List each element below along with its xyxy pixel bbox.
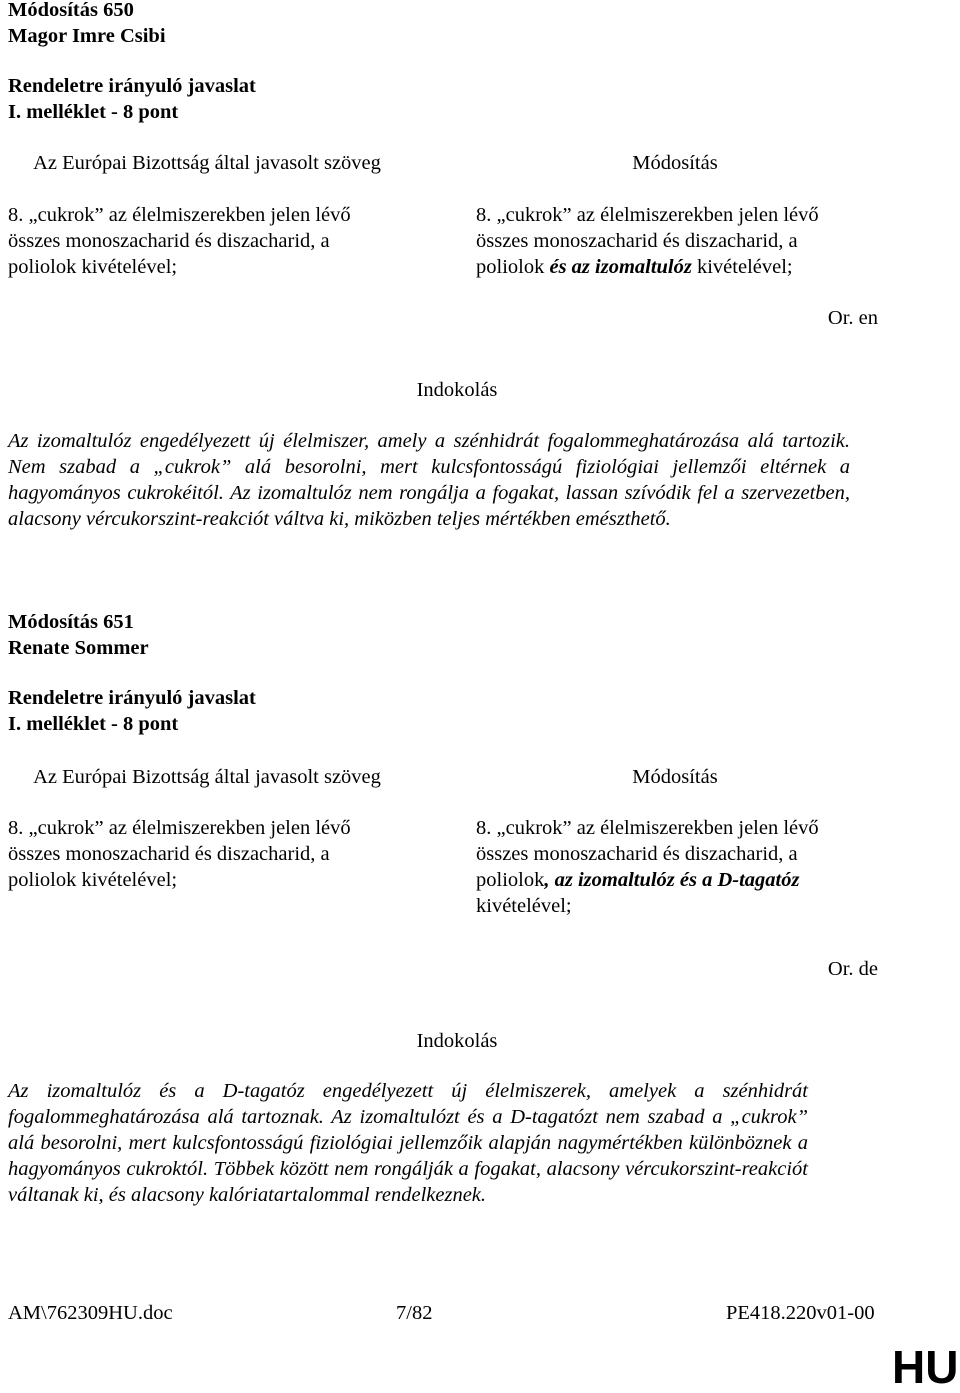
amended-text-insertion: és az izomaltulóz (549, 256, 692, 278)
amendment-number: Módosítás 651 (8, 611, 134, 633)
footer-document-reference: AM\762309HU.doc (8, 1302, 173, 1324)
amended-text-start: 8. „cukrok” az élelmiszerekben jelen lévő összes monoszacharid és diszacharid, a poliolok (476, 204, 819, 278)
commission-text-header: Az Európai Bizottság által javasolt szöveg (33, 766, 381, 788)
amendment-number: Módosítás 650 (8, 0, 134, 21)
proposal-reference: I. melléklet - 8 pont (8, 101, 179, 123)
justification-heading: Indokolás (416, 379, 498, 401)
commission-text: 8. „cukrok” az élelmiszerekben jelen lévő összes monoszacharid és diszacharid, a poliolok kivételével; (8, 204, 351, 278)
proposal-title: Rendeletre irányuló javaslat (8, 75, 256, 97)
amended-text (476, 815, 871, 919)
footer-pe-reference: PE418.220v01-00 (726, 1302, 875, 1324)
amended-text-insertion: , az izomaltulóz és a D-tagatóz (544, 869, 800, 891)
footer-language-mark: HU (892, 1341, 959, 1393)
amendment-author: Magor Imre Csibi (8, 25, 166, 47)
original-language: Or. en (827, 307, 878, 329)
justification-text: Az izomaltulóz és a D-tagatóz engedélyezett új élelmiszerek, amelyek a szénhidrát fogalommeghatározása alá tartoznak. Az izomaltulózt és a D-tagatózt nem szabad a „cukrok” alá besorolni, mert kulcsfontosságú fiziológiai jellemzőik alapján nagymértékben különböznek a hagyományos cukroktól. Többek között nem rongálják a fogakat, alacsony vércukorszint-reakciót váltanak ki, és alacsony kalóriatartalommal rendelkeznek. (8, 1080, 808, 1206)
amended-text-end: kivételével; (476, 895, 572, 917)
footer-page-number: 7/82 (396, 1302, 433, 1324)
amended-text-end: kivételével; (696, 256, 793, 278)
amendment-column-header: Módosítás (632, 766, 718, 788)
amendment-column-header: Módosítás (632, 152, 718, 174)
justification-heading: Indokolás (416, 1030, 498, 1052)
commission-text: 8. „cukrok” az élelmiszerekben jelen lévő összes monoszacharid és diszacharid, a poliolok kivételével; (8, 817, 351, 891)
justification-text: Az izomaltulóz engedélyezett új élelmiszer, amely a szénhidrát fogalommeghatározása alá tartozik. Nem szabad a „cukrok” alá besorolni, mert kulcsfontosságú fiziológiai jellemzői eltérnek a hagyományos cukrokéitól. Az izomaltulóz nem rongálja a fogakat, lassan szívódik fel a szervezetben, alacsony vércukorszint-reakciót váltva ki, miközben teljes mértékben emészthető. (8, 430, 850, 530)
original-language: Or. de (827, 958, 878, 980)
proposal-title: Rendeletre irányuló javaslat (8, 687, 256, 709)
amended-text-start: 8. „cukrok” az élelmiszerekben jelen lévő összes monoszacharid és diszacharid, a poliolok (476, 817, 819, 891)
amendment-author: Renate Sommer (8, 637, 149, 659)
proposal-reference: I. melléklet - 8 pont (8, 713, 179, 735)
commission-text-header: Az Európai Bizottság által javasolt szöveg (33, 152, 381, 174)
amended-text (476, 202, 871, 280)
